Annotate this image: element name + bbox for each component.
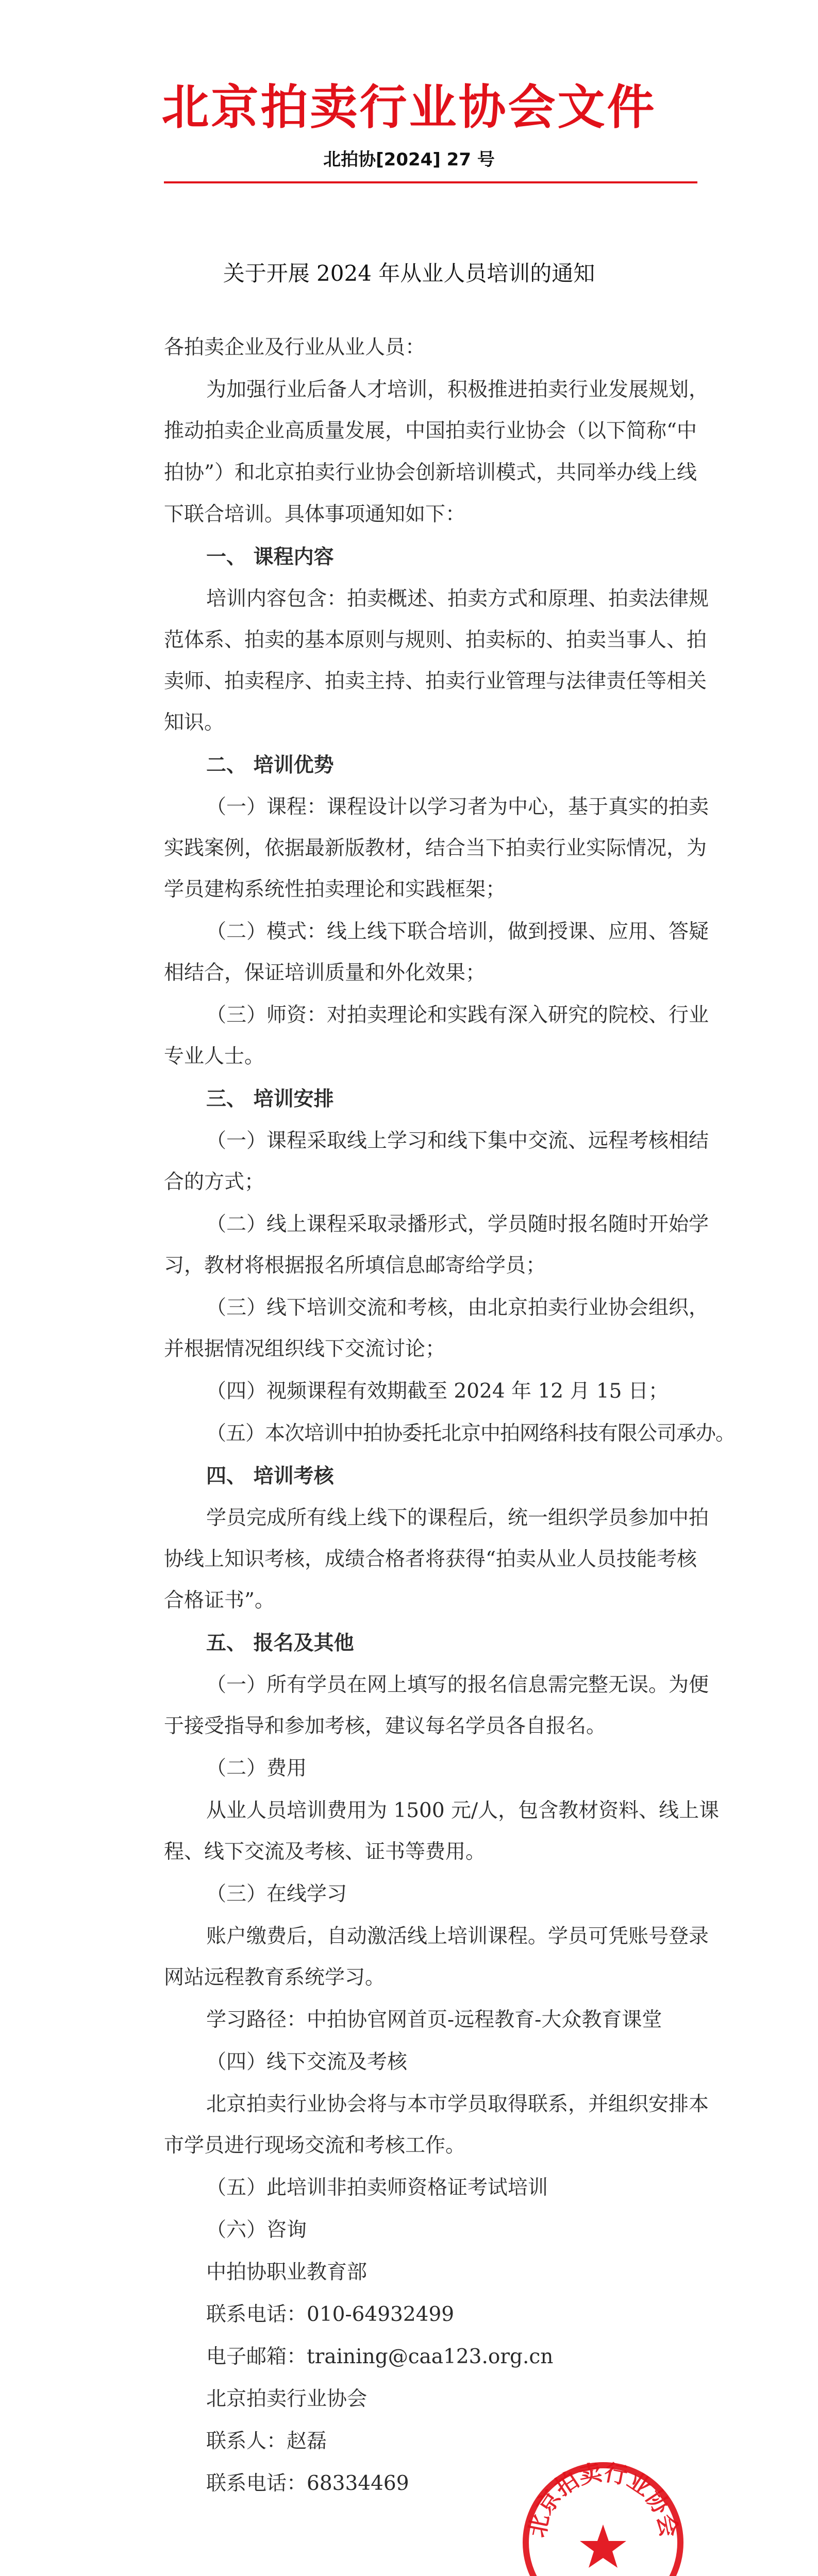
section-line: 习，教材将根据报名所填信息邮寄给学员；: [164, 1254, 546, 1277]
contact-line: 联系电话：68334469: [206, 2472, 409, 2495]
section-line: 市学员进行现场交流和考核工作。: [164, 2134, 466, 2157]
section-line: 专业人士。: [164, 1045, 265, 1068]
section-line: 相结合，保证培训质量和外化效果；: [164, 961, 486, 985]
section-line: 并根据情况组织线下交流讨论；: [164, 1337, 446, 1361]
section-line: （二）线上课程采取录播形式，学员随时报名随时开始学: [206, 1213, 709, 1236]
section-line: 培训内容包含：拍卖概述、拍卖方式和原理、拍卖法律规: [206, 587, 709, 611]
document-number: 北拍协[2024] 27 号: [323, 149, 495, 170]
section-line: （三）在线学习: [206, 1883, 347, 1906]
section-line: 网站远程教育系统学习。: [164, 1966, 386, 1989]
section-line: 实践案例，依据最新版教材，结合当下拍卖行业实际情况，为: [164, 837, 707, 860]
section-line: 于接受指导和参加考核，建议每名学员各自报名。: [164, 1715, 607, 1738]
document-header-title: 北京拍卖行业协会文件: [161, 80, 657, 135]
section-line: 范体系、拍卖的基本原则与规则、拍卖标的、拍卖当事人、拍: [164, 629, 707, 652]
seal-text: 北京拍卖行业协会: [524, 2459, 682, 2539]
section-line: （三）线下培训交流和考核，由北京拍卖行业协会组织，: [206, 1296, 709, 1319]
section-line: （一）课程采取线上学习和线下集中交流、远程考核相结: [206, 1129, 709, 1153]
section-line: （四）线下交流及考核: [206, 2050, 408, 2074]
section-line: 合的方式；: [164, 1171, 265, 1194]
notice-title: 关于开展 2024 年从业人员培训的通知: [223, 261, 595, 286]
header-divider: [164, 181, 697, 183]
section-line: 程、线下交流及考核、证书等费用。: [164, 1840, 486, 1863]
greeting: 各拍卖企业及行业从业人员：: [164, 336, 426, 359]
section-line: （四）视频课程有效期截至 2024 年 12 月 15 日；: [206, 1380, 669, 1403]
intro-line: 为加强行业后备人才培训，积极推进拍卖行业发展规划，: [206, 378, 709, 401]
section-line: （二）费用: [206, 1757, 307, 1780]
contact-line: 联系人：赵磊: [206, 2430, 327, 2453]
section-heading: 五、 报名及其他: [206, 1631, 354, 1655]
contact-email[interactable]: 电子邮箱：training@caa123.org.cn: [206, 2345, 554, 2368]
section-line: 账户缴费后，自动激活线上培训课程。学员可凭账号登录: [206, 1925, 709, 1948]
section-line: 协线上知识考核，成绩合格者将获得“拍卖从业人员技能考核: [164, 1548, 697, 1571]
intro-line: 推动拍卖企业高质量发展，中国拍卖行业协会（以下简称“中: [164, 419, 697, 443]
contact-line: 联系电话：010-64932499: [206, 2303, 455, 2326]
section-line: （三）师资：对拍卖理论和实践有深入研究的院校、行业: [206, 1004, 709, 1027]
section-line: 学员完成所有线上线下的课程后，统一组织学员参加中拍: [206, 1506, 709, 1530]
section-heading: 二、 培训优势: [206, 753, 334, 777]
section-line: （五）本次培训中拍协委托北京中拍网络科技有限公司承办。: [206, 1422, 736, 1445]
contact-line: 北京拍卖行业协会: [206, 2387, 368, 2411]
intro-line: 下联合培训。具体事项通知如下：: [164, 503, 466, 526]
section-heading: 三、 培训安排: [206, 1087, 334, 1111]
section-line: （一）课程：课程设计以学习者为中心，基于真实的拍卖: [206, 795, 709, 819]
section-line: 学习路径：中拍协官网首页-远程教育-大众教育课堂: [206, 2008, 662, 2031]
section-line: （一）所有学员在网上填写的报名信息需完整无误。为便: [206, 1673, 709, 1697]
section-line: （二）模式：线上线下联合培训，做到授课、应用、答疑: [206, 920, 709, 943]
section-heading: 四、 培训考核: [206, 1464, 334, 1488]
official-seal-icon: [518, 2458, 688, 2576]
section-line: 卖师、拍卖程序、拍卖主持、拍卖行业管理与法律责任等相关: [164, 670, 707, 693]
section-line: 知识。: [164, 711, 225, 734]
section-line: 合格证书”。: [164, 1589, 275, 1612]
section-line: 从业人员培训费用为 1500 元/人，包含教材资料、线上课: [206, 1799, 720, 1822]
section-line: 学员建构系统性拍卖理论和实践框架；: [164, 878, 506, 901]
section-heading: 一、 课程内容: [206, 545, 334, 569]
section-line: （六）咨询: [206, 2218, 307, 2242]
section-line: 北京拍卖行业协会将与本市学员取得联系，并组织安排本: [206, 2093, 709, 2116]
section-line: （五）此培训非拍卖师资格证考试培训: [206, 2176, 548, 2199]
intro-line: 拍协”）和北京拍卖行业协会创新培训模式，共同举办线上线: [164, 461, 697, 484]
contact-line: 中拍协职业教育部: [206, 2261, 368, 2284]
